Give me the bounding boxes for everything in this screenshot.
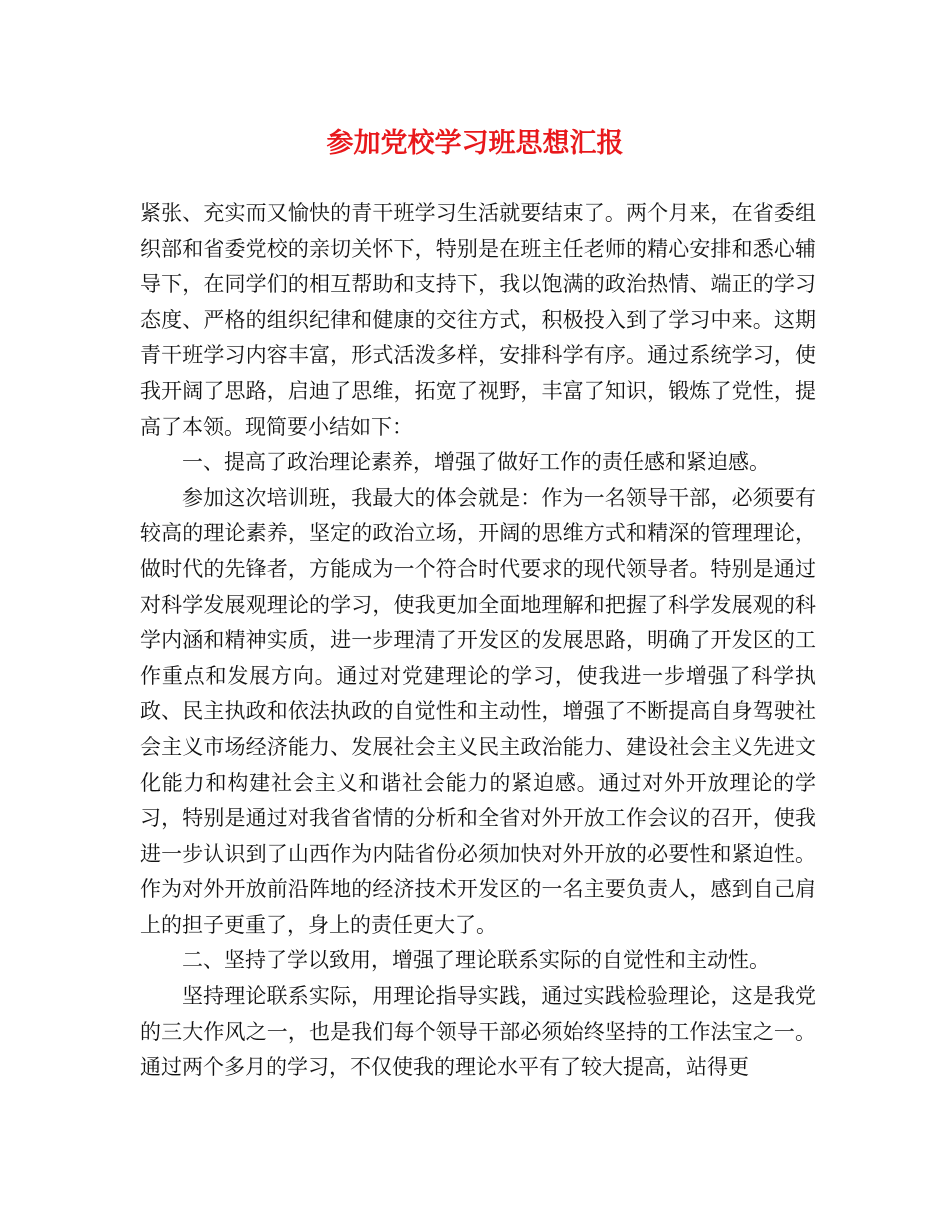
section-heading-2: 二、坚持了学以致用，增强了理论联系实际的自觉性和主动性。 bbox=[182, 948, 770, 973]
intro-paragraph: 紧张、充实而又愉快的青干班学习生活就要结束了。两个月来，在省委组织部和省委党校的亲切关怀下，特别是在班主任老师的精心安排和悉心辅导下，在同学们的相互帮助和支持下，我以饱满的政治热情、端正的学习态度、严格的组织纪律和健康的交往方式，积极投入到了学习中来。这期青干班学习内容丰富，形式活泼多样，安排科学有序。通过系统学习，使我开阔了思路，启迪了思维，拓宽了视野，丰富了知识，锻炼了党性，提高了本领。现简要小结如下： bbox=[140, 201, 816, 439]
section-paragraph-2: 坚持理论联系实际，用理论指导实践，通过实践检验理论，这是我党的三大作风之一，也是我们每个领导干部必须始终坚持的工作法宝之一。通过两个多月的学习，不仅使我的理论水平有了较大提高，站得更 bbox=[140, 984, 816, 1080]
section-paragraph-1: 参加这次培训班，我最大的体会就是：作为一名领导干部，必须要有较高的理论素养，坚定的政治立场，开阔的思维方式和精深的管理理论，做时代的先锋者，方能成为一个符合时代要求的现代领导者。特别是通过对科学发展观理论的学习，使我更加全面地理解和把握了科学发展观的科学内涵和精神实质，进一步理清了开发区的发展思路，明确了开发区的工作重点和发展方向。通过对党建理论的学习，使我进一步增强了科学执政、民主执政和依法执政的自觉性和主动性，增强了不断提高自身驾驶社会主义市场经济能力、发展社会主义民主政治能力、建设社会主义先进文化能力和构建社会主义和谐社会能力的紧迫感。通过对外开放理论的学习，特别是通过对我省省情的分析和全省对外开放工作会议的召开，使我进一步认识到了山西作为内陆省份必须加快对外开放的必要性和紧迫性。作为对外开放前沿阵地的经济技术开发区的一名主要负责人，感到自己肩上的担子更重了，身上的责任更大了。 bbox=[140, 485, 816, 937]
document-body bbox=[140, 196, 816, 1086]
document-title: 参加党校学习班思想汇报 bbox=[326, 128, 624, 159]
section-heading-1: 一、提高了政治理论素养，增强了做好工作的责任感和紧迫感。 bbox=[182, 450, 770, 475]
